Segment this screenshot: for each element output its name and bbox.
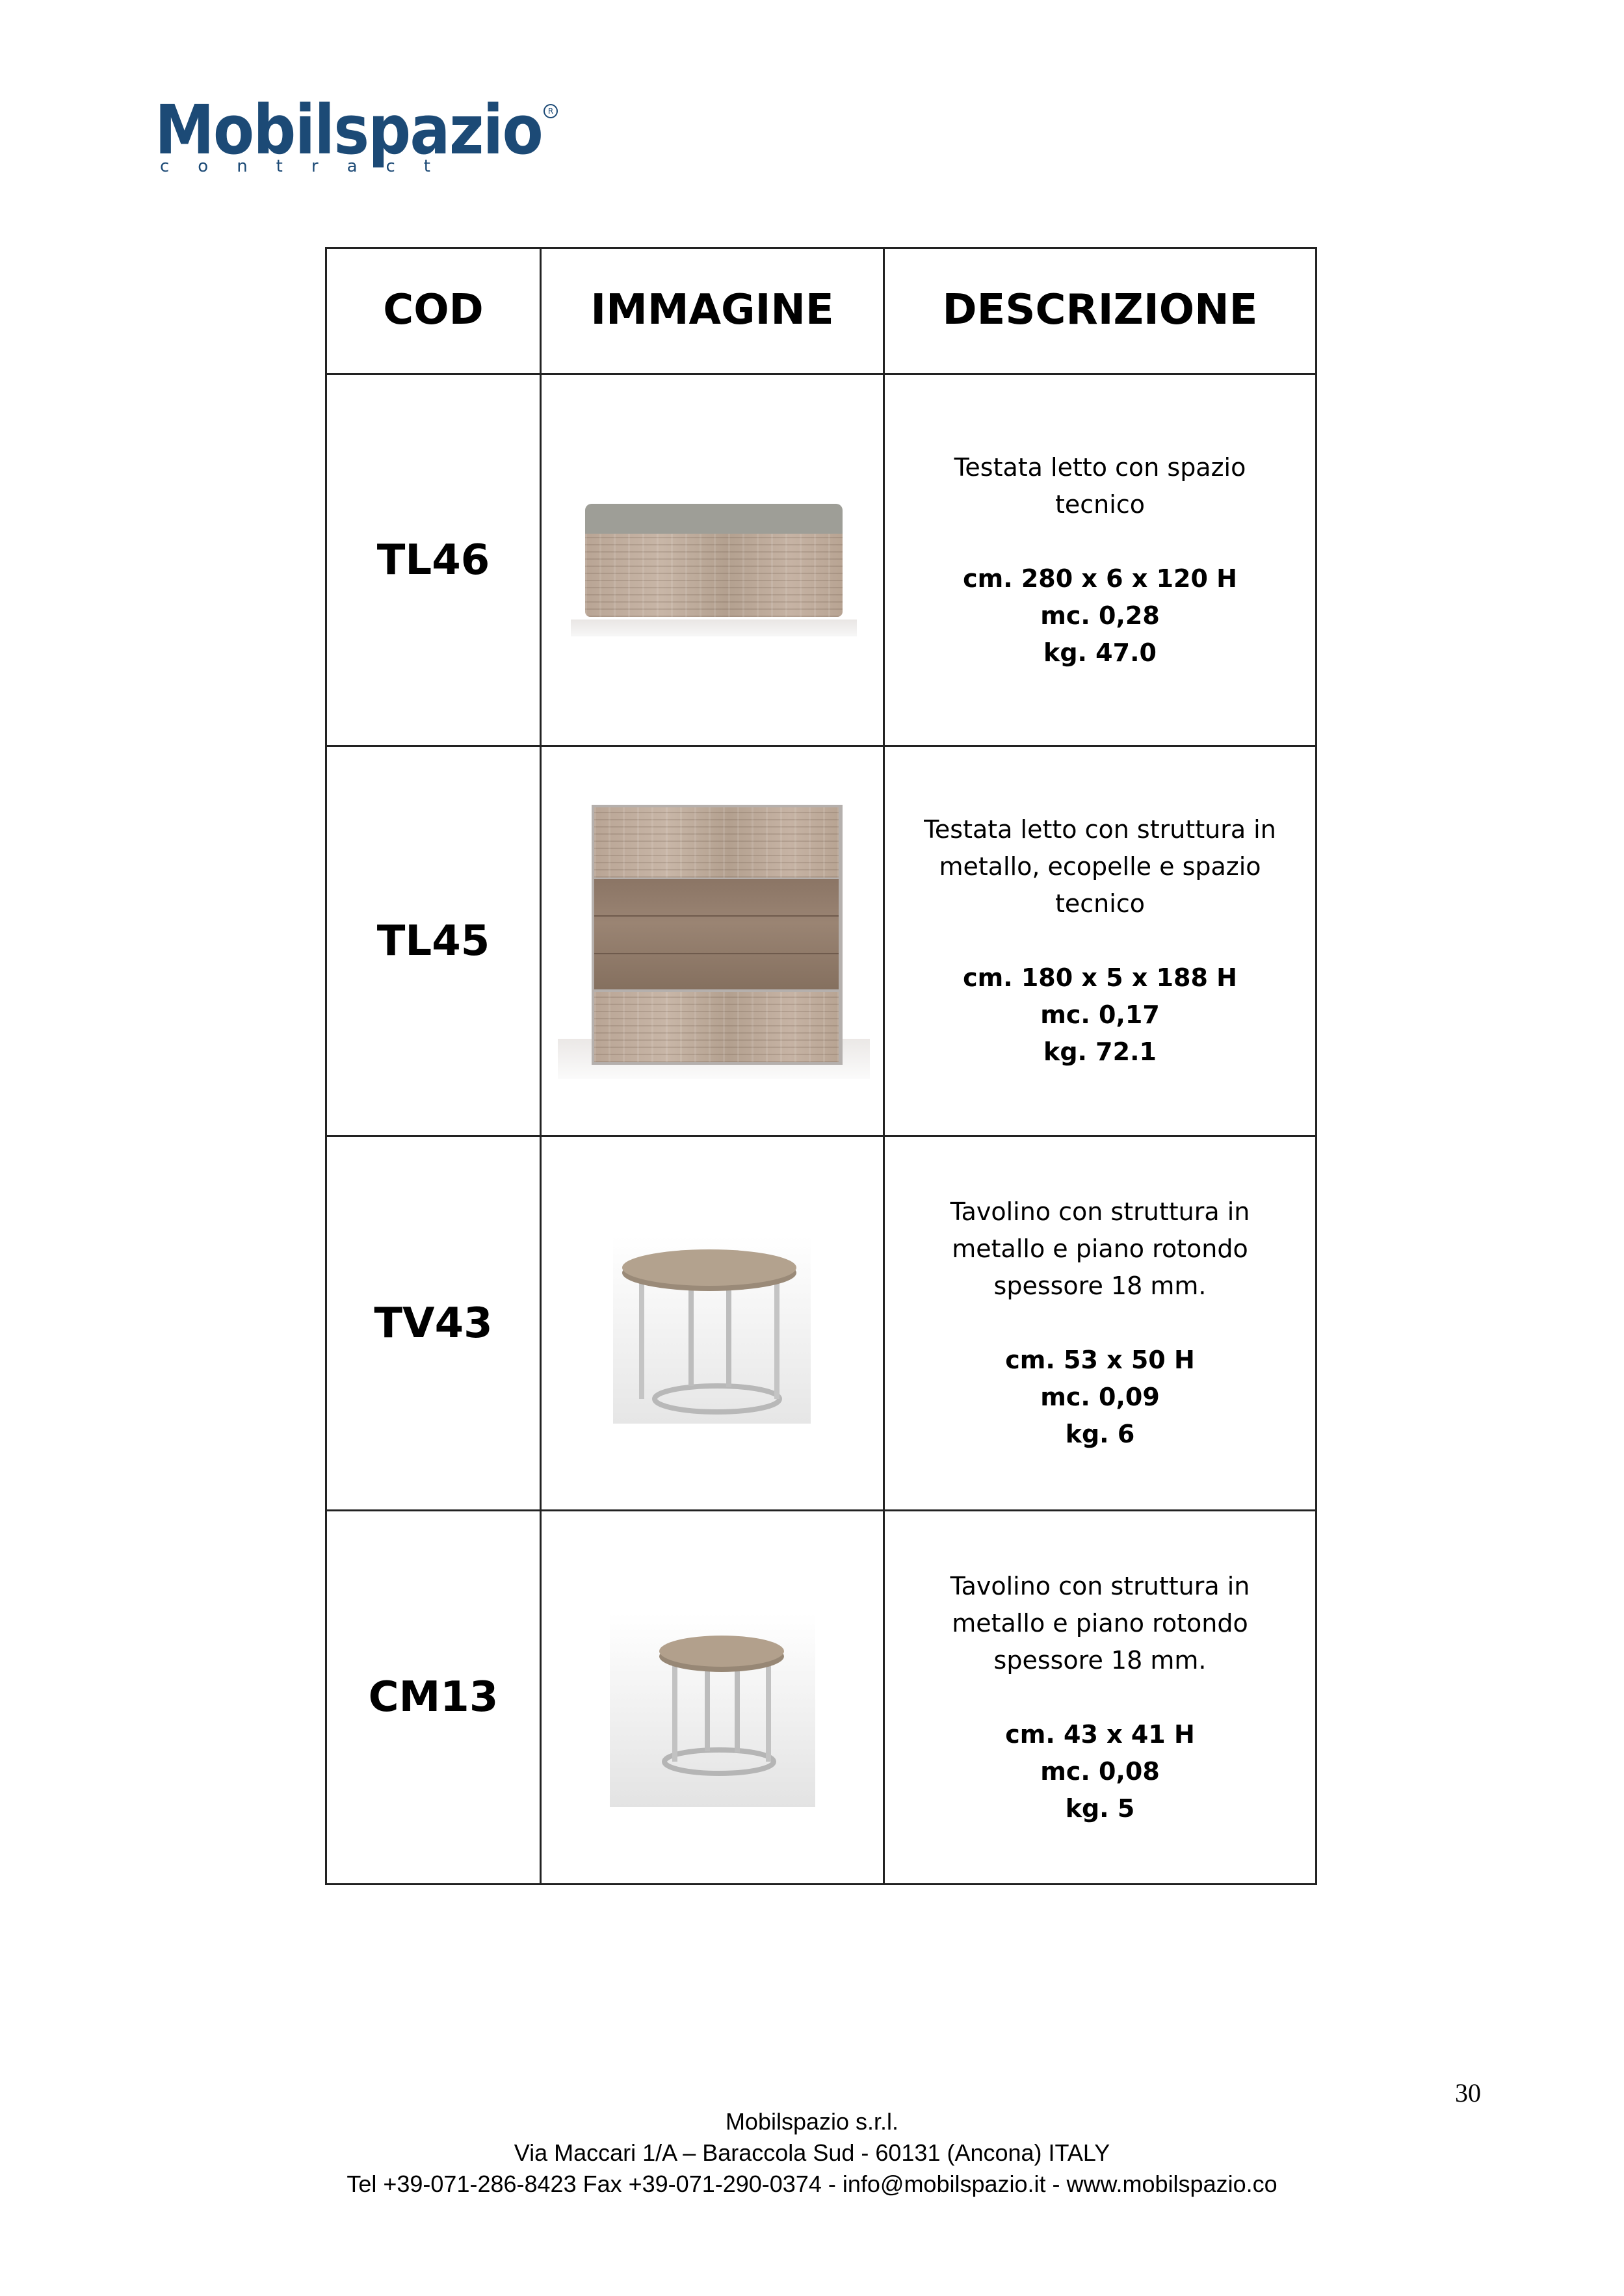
svg-text:contract: contract [160,157,459,176]
code-cm13: CM13 [368,1673,499,1721]
description-line: metallo, ecopelle e spazio [939,852,1261,881]
spec-volume: mc. 0,09 [1040,1383,1160,1411]
logo-subtitle [160,156,498,180]
company-logo [155,91,558,182]
header-cod: COD [383,286,484,334]
spec-weight: kg. 72.1 [1043,1037,1157,1066]
description-line: Tavolino con struttura in [950,1571,1250,1600]
page-number: 30 [1455,2078,1481,2107]
spec-weight: kg. 5 [1065,1794,1135,1823]
description-line: spessore 18 mm. [993,1645,1207,1675]
logo-subtitle-graphic [160,156,498,176]
spec-weight: kg. 6 [1065,1420,1135,1448]
code-tv43: TV43 [374,1299,493,1348]
headboard-technical-space-image [571,504,857,640]
description-line: spessore 18 mm. [993,1272,1207,1300]
spec-dimensions: cm. 53 x 50 H [1005,1346,1195,1374]
footer-address: Via Maccari 1/A – Baraccola Sud - 60131 (Ancona) ITALY [514,2139,1110,2166]
description-line: tecnico [1055,889,1145,918]
spec-dimensions: cm. 43 x 41 H [1005,1719,1195,1749]
description-line: Testata letto con struttura in [924,815,1276,844]
description-tl46 [885,375,1315,745]
spec-dimensions: cm. 180 x 5 x 188 H [963,963,1237,992]
round-side-table-image [610,1613,815,1807]
header-descrizione: DESCRIZIONE [942,286,1258,334]
svg-text:Mobilspazio: Mobilspazio [155,91,542,169]
spec-dimensions: cm. 280 x 6 x 120 H [963,564,1237,593]
description-line: metallo e piano rotondo [952,1234,1248,1263]
registered-mark-icon: R [544,104,558,118]
description-line: metallo e piano rotondo [952,1608,1248,1637]
description-line: Testata letto con spazio tecnico [954,452,1246,519]
code-tl46: TL46 [376,536,490,584]
spec-volume: mc. 0,28 [1040,601,1160,630]
description-line: Tavolino con struttura in [950,1197,1250,1226]
spec-volume: mc. 0,08 [1040,1756,1160,1786]
spec-weight: kg. 47.0 [1043,638,1157,667]
product-table [325,247,1317,1885]
footer-company: Mobilspazio s.r.l. [725,2108,899,2135]
description-cm13 [885,1511,1315,1883]
headboard-metal-ecoleather-image [558,805,870,1079]
footer-contacts: Tel +39-071-286-8423 Fax +39-071-290-0374 - info@mobilspazio.it - www.mobilspazio.co [347,2171,1277,2197]
code-tl45: TL45 [376,917,490,965]
description-tv43 [885,1137,1315,1509]
round-coffee-table-image [613,1236,811,1424]
spec-volume: mc. 0,17 [1040,1000,1160,1029]
header-immagine: IMMAGINE [590,286,834,334]
description-tl45 [885,747,1315,1135]
